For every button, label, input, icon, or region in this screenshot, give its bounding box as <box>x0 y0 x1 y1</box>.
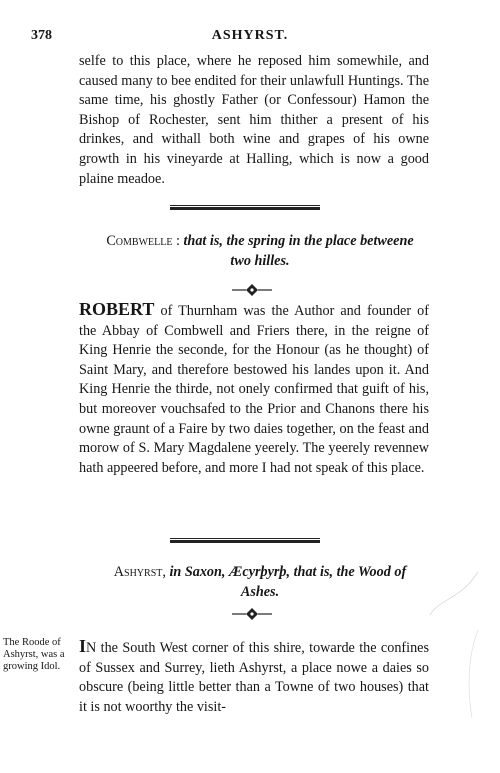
fleuron-ornament-2 <box>230 607 274 621</box>
section-rule-2 <box>170 538 320 543</box>
heading-name: Ashyrst, <box>113 564 166 580</box>
paragraph-1: selfe to this place, where he reposed him somewhile, and caused many to bee endited for their unlawfull Huntings. The same time, his ghostly Father (or Confessour) Hamon the Bishop of Rochester, sent him thither a present of his drinkes, and withall both wine and grapes of his owne growth in his vineyarde at Halling, which is now a good plaine meadoe. <box>79 53 429 187</box>
heading-description: that is, the spring in the place betweene two hilles. <box>183 233 414 269</box>
paragraph-3-lead: I <box>79 636 87 656</box>
paragraph-2 <box>79 300 429 478</box>
heading-name: Combwelle : <box>106 233 180 249</box>
heading-description: in Saxon, Æcyrþyrþ, that is, the Wood of Ashes. <box>169 564 407 600</box>
section-rule-1 <box>170 205 320 210</box>
page-number: 378 <box>31 28 52 43</box>
running-title: ASHYRST. <box>211 28 289 43</box>
page-edge-curl <box>400 570 480 720</box>
section-heading-ashyrst <box>95 563 425 602</box>
paragraph-2-lead: ROBERT <box>79 299 155 319</box>
margin-note: The Roode of Ashyrst, was a growing Idol. <box>3 637 65 672</box>
paragraph-3 <box>79 637 429 717</box>
fleuron-ornament-1 <box>230 283 274 297</box>
paragraph-2-text: of Thurnham was the Author and founder of the Abbay of Combwell and Friers there, in the reigne of King Henrie the seconde, for the Honour (as he thought) of Saint Mary, and therefore bestowed his landes upon it. And King Henrie the thirde, not onely confirmed that guift of his, but moreover vouchsafed to the Prior and Chanons there his owne graunt of a Faire by two daies together, on the feast and morow of S. Mary Magdalene yeerely. The yeerely revennew hath appeered before, and more I had not speak of this place. <box>79 303 429 476</box>
section-heading-combwelle <box>95 232 425 271</box>
paragraph-3-text: N the South West corner of this shire, towarde the confines of Sussex and Surrey, lieth Ashyrst, a place nowe a daies so obscure (being little better than a Towne of two houses) that it is not woorthy the visit- <box>79 640 429 715</box>
